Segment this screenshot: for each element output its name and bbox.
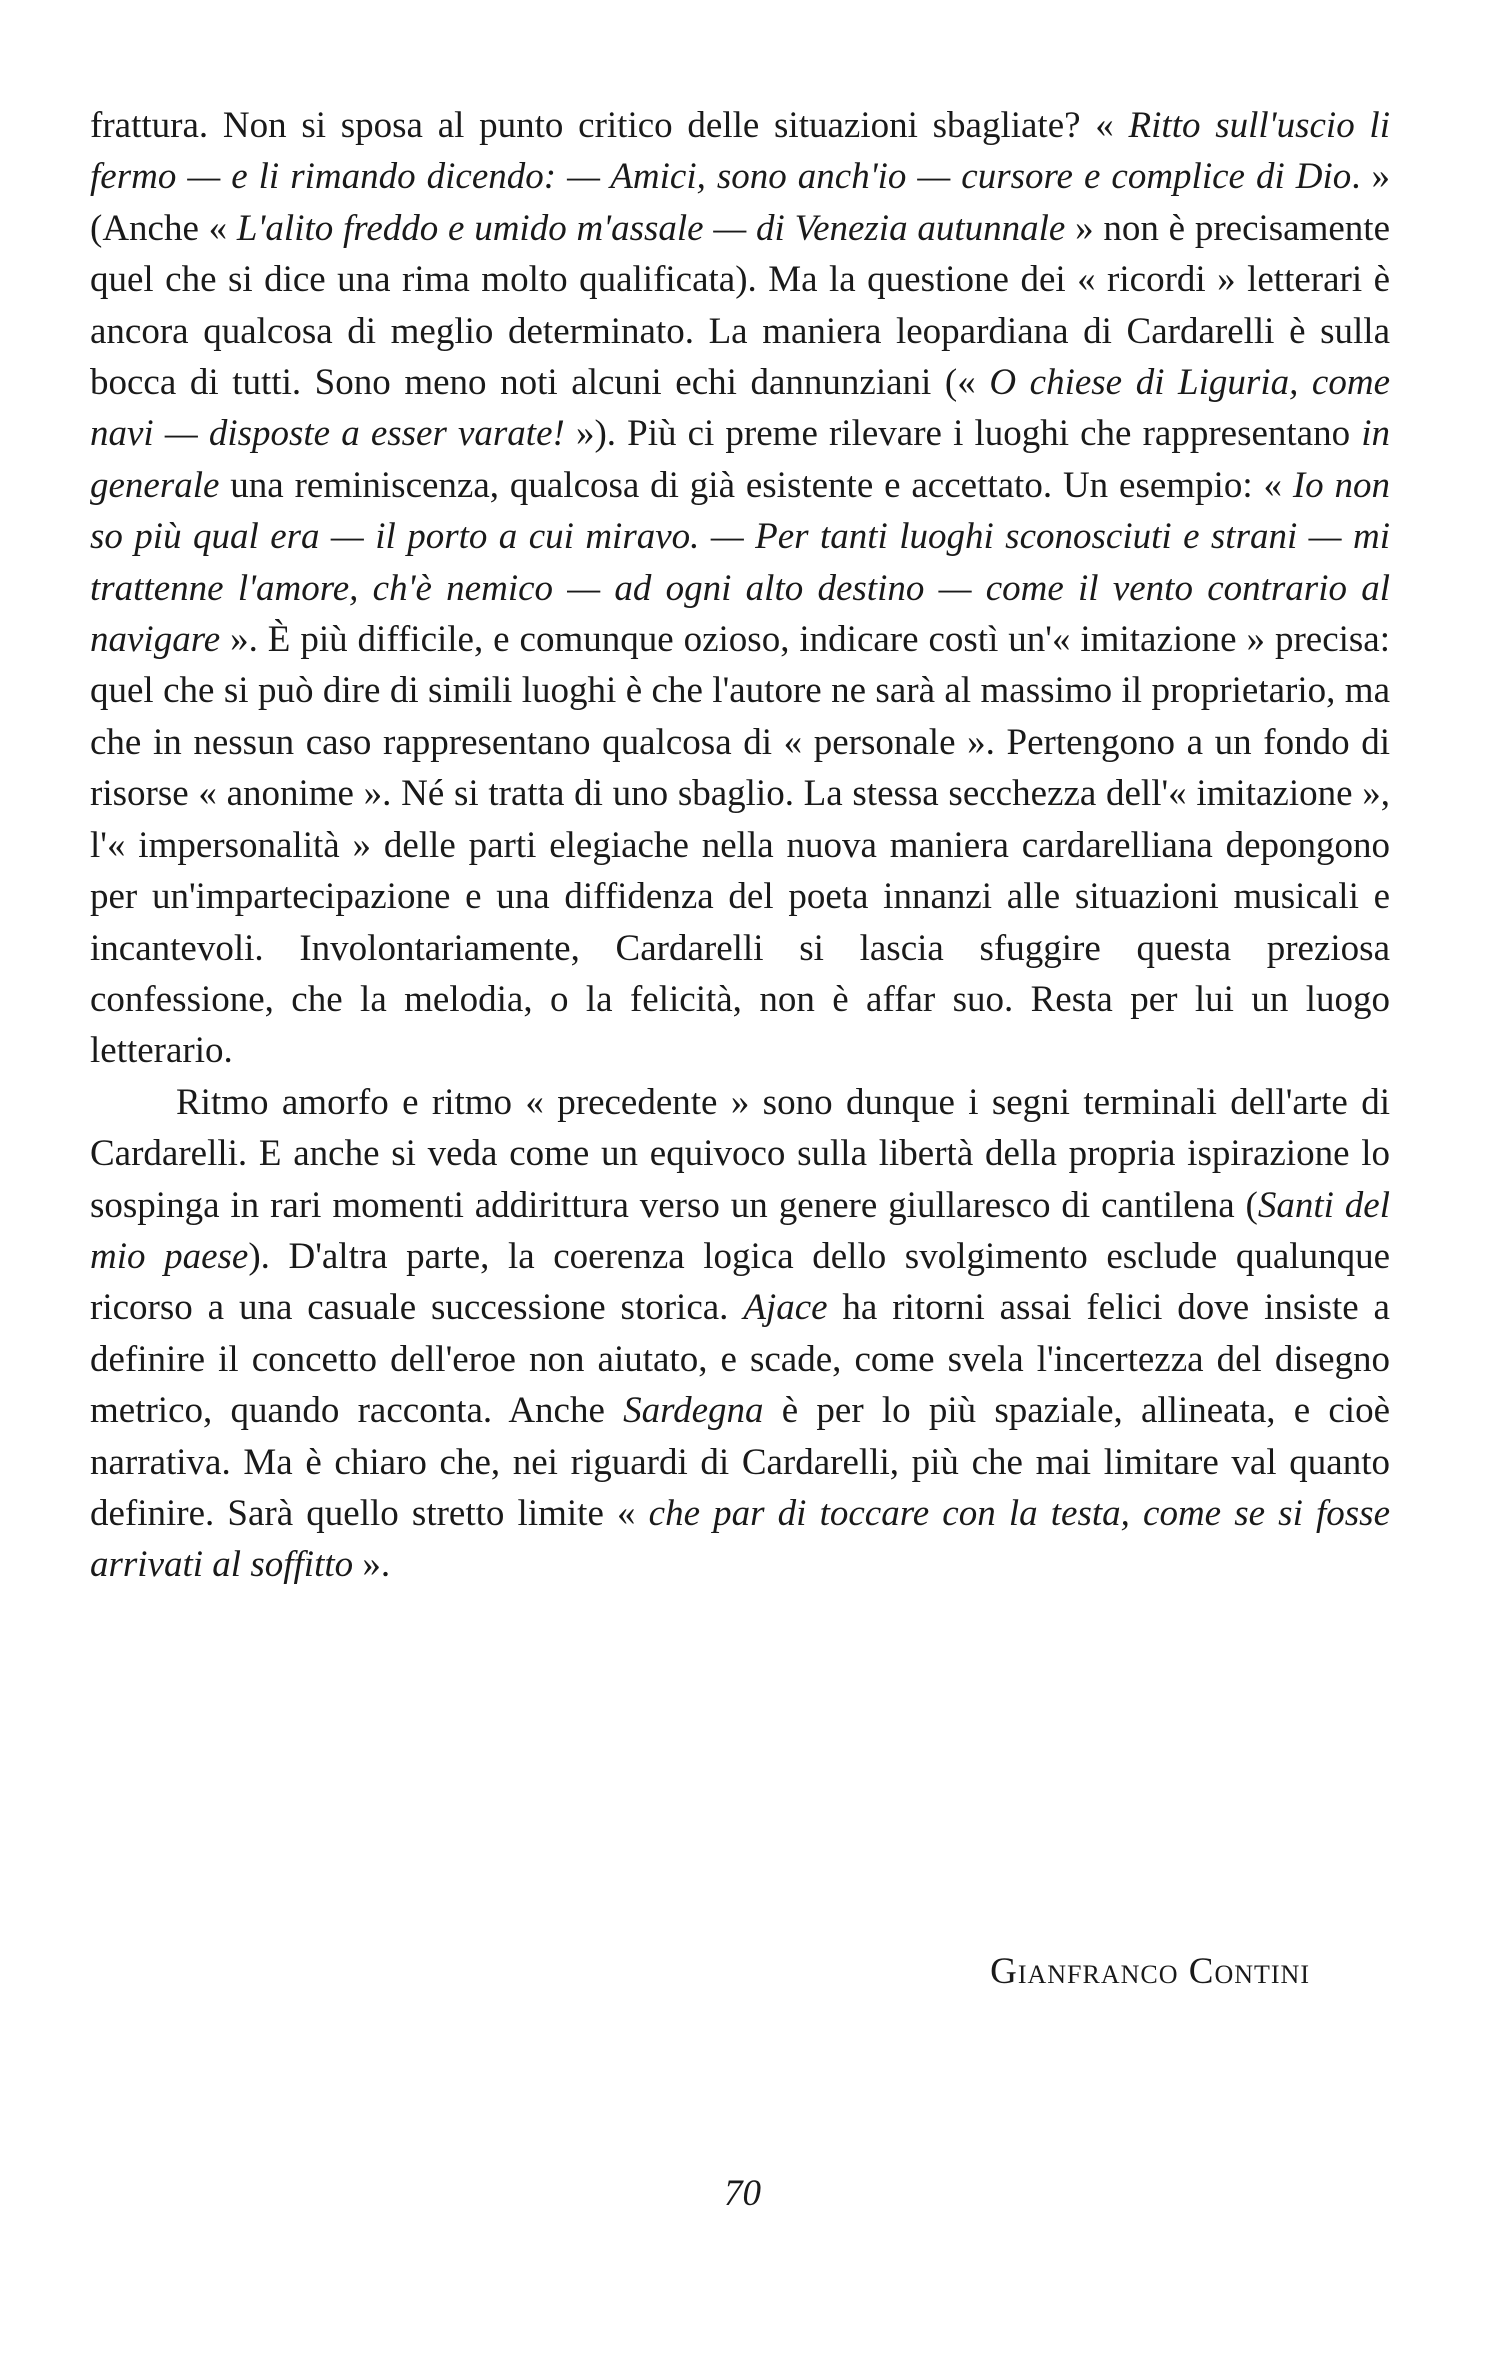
text-run: ». [353, 1544, 391, 1586]
paragraph-1 [90, 100, 1390, 1077]
text-run: frattura. Non si sposa al punto critico delle situazioni sbagliate? « [90, 105, 1129, 146]
paragraph-2 [90, 1077, 1390, 1591]
text-run: una reminiscenza, qualcosa di già esistente e accettato. Un esempio: « [219, 464, 1293, 506]
italic-quotation: L'alito freddo e umido m'assale — di Venezia autunnale [236, 207, 1066, 249]
page-number: 70 [724, 2173, 761, 2214]
italic-quotation: Ajace [743, 1287, 828, 1329]
text-run: è per lo più spaziale, allineata, e cioè narrativa. Ma è chiaro che, nei riguardi di Cardarelli, più che mai limitare val quanto definire. Sarà quello stretto limite « [90, 1390, 1390, 1534]
italic-quotation: Santi del mio paese [90, 1184, 1391, 1277]
italic-quotation: O chiese di Liguria, come navi — disposte a esser varate! [90, 362, 1391, 455]
text-run: ). D'altra parte, la coerenza logica dello svolgimento esclude qualunque ricorso a una casuale successione storica. [90, 1235, 1390, 1329]
italic-quotation: Sardegna [623, 1390, 764, 1432]
text-run: »). Più ci preme rilevare i luoghi che rappresentano [564, 413, 1362, 455]
body-text [90, 100, 1390, 1591]
italic-quotation: in generale [90, 413, 1390, 506]
text-run: ha ritorni assai felici dove insiste a definire il concetto dell'eroe non aiutato, e scade, come svela l'incertezza del disegno metrico, quando racconta. Anche [90, 1287, 1390, 1432]
text-run: » non è precisamente quel che si dice una rima molto qualificata). Ma la questione dei « ricordi » letterari è ancora qualcosa di meglio determinato. La maniera leopardiana di Cardarelli è sulla bocca di tutti. Sono meno noti alcuni echi dannunziani (« [90, 207, 1390, 404]
text-run: ». È più difficile, e comunque ozioso, indicare costì un'« imitazione » precisa: quel che si può dire di simili luoghi è che l'autore ne sarà al massimo il proprietario, ma che in nessun caso rappresentano qualcosa di « personale ». Pertengono a un fondo di risorse « anonime ». Né si tratta di uno sbaglio. La stessa secchezza dell'« imitazione », l'« impersonalità » delle parti elegiache nella nuova maniera cardarelliana depongono per un'impartecipazione e una diffidenza del poeta innanzi alle situazioni musicali e incantevoli. Involontariamente, Cardarelli si lascia sfuggire questa preziosa confessione, che la melodia, o la felicità, non è affar suo. Resta per lui un luogo letterario. [90, 619, 1390, 1072]
italic-quotation: Ritto sull'uscio li fermo — e li rimando dicendo: — Amici, sono anch'io — cursore e complice di Dio [90, 105, 1390, 198]
italic-quotation: Io non so più qual era — il porto a cui miravo. — Per tanti luoghi sconosciuti e strani — mi trattenne l'amore, ch'è nemico — ad ogni alto destino — come il vento contrario al navigare [90, 464, 1390, 661]
text-run: Ritmo amorfo e ritmo « precedente » sono dunque i segni terminali dell'arte di Cardarelli. E anche si veda come un equivoco sulla libertà della propria ispirazione lo sospinga in rari momenti addirittura verso un genere giullaresco di cantilena ( [90, 1081, 1390, 1226]
author-signature: Gianfranco Contini [990, 1951, 1310, 1992]
italic-quotation: che par di toccare con la testa, come se si fosse arrivati al soffitto [90, 1492, 1390, 1586]
text-run: . » (Anche « [90, 156, 1390, 249]
